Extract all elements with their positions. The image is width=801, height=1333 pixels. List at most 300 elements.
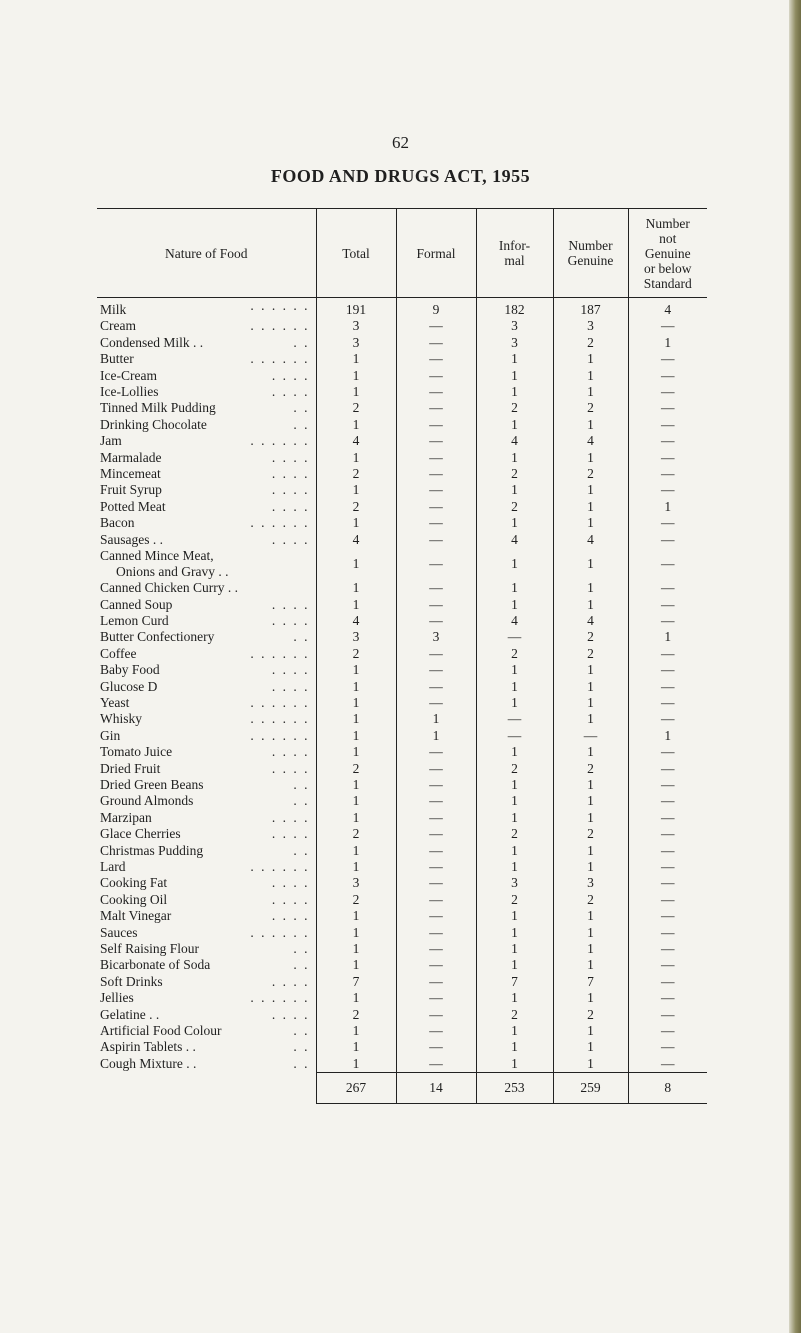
cell-formal: — [396, 744, 476, 760]
food-name: Marzipan [100, 809, 152, 825]
food-name: Cream [100, 318, 136, 334]
cell-genuine: 1 [553, 744, 628, 760]
cell-formal: — [396, 613, 476, 629]
dot-leader: . . . . [271, 531, 310, 547]
food-name: Bicarbonate of Soda [100, 957, 211, 973]
cell-not-genuine: 4 [628, 298, 707, 319]
table-row [97, 318, 707, 334]
cell-informal: 1 [476, 1056, 553, 1073]
cell-formal: — [396, 368, 476, 384]
dot-leader: . . . . [271, 891, 310, 907]
cell-informal: 3 [476, 335, 553, 351]
cell-not-genuine: — [628, 613, 707, 629]
cell-formal: — [396, 925, 476, 941]
food-name: Ground Almonds [100, 793, 194, 809]
cell-total: 2 [316, 892, 396, 908]
food-name: Ice-Lollies [100, 384, 159, 400]
food-name: Yeast [100, 694, 130, 710]
food-name: Cooking Oil [100, 891, 168, 907]
food-name: Glace Cherries [100, 826, 181, 842]
dot-leader: . . . . [271, 678, 310, 694]
dot-leader: . . . . [271, 596, 310, 612]
cell-total: 1 [316, 859, 396, 875]
cell-genuine: 1 [553, 597, 628, 613]
cell-not-genuine: — [628, 1023, 707, 1039]
food-name-cell [97, 1039, 316, 1055]
cell-not-genuine: — [628, 580, 707, 596]
food-name-cell [97, 1056, 316, 1073]
cell-formal: — [396, 761, 476, 777]
cell-not-genuine: — [628, 908, 707, 924]
food-name-cell [97, 1023, 316, 1039]
food-name-cell [97, 335, 316, 351]
totals-total: 267 [316, 1073, 396, 1104]
table-row [97, 1023, 707, 1039]
food-name-cell [97, 826, 316, 842]
cell-not-genuine: — [628, 679, 707, 695]
food-name: Tinned Milk Pudding [100, 400, 216, 416]
cell-genuine: 1 [553, 580, 628, 596]
cell-total: 1 [316, 941, 396, 957]
cell-not-genuine: — [628, 482, 707, 498]
table-row [97, 925, 707, 941]
cell-genuine: 1 [553, 810, 628, 826]
table-row [97, 974, 707, 990]
dot-leader: . . . . [271, 466, 310, 482]
dot-leader: . . [293, 629, 310, 645]
cell-formal: — [396, 662, 476, 678]
cell-genuine: 1 [553, 1023, 628, 1039]
header-total: Total [316, 209, 396, 298]
cell-genuine: 2 [553, 400, 628, 416]
cell-formal: — [396, 875, 476, 891]
cell-total: 4 [316, 532, 396, 548]
cell-not-genuine: — [628, 384, 707, 400]
dot-leader: . . [293, 793, 310, 809]
food-name-cell [97, 859, 316, 875]
food-name: Self Raising Flour [100, 941, 200, 957]
cell-total: 7 [316, 974, 396, 990]
table-header-row [97, 209, 707, 298]
food-name-cell [97, 744, 316, 760]
table-row [97, 826, 707, 842]
food-name-cell [97, 515, 316, 531]
table-row [97, 580, 707, 596]
food-name-cell [97, 974, 316, 990]
cell-genuine: 1 [553, 990, 628, 1006]
food-name-cell [97, 990, 316, 1006]
cell-formal: 3 [396, 629, 476, 645]
food-name: Dried Green Beans [100, 776, 204, 792]
cell-formal: — [396, 597, 476, 613]
food-name: Tomato Juice [100, 744, 173, 760]
cell-genuine: 2 [553, 335, 628, 351]
cell-genuine: 2 [553, 892, 628, 908]
food-name: Soft Drinks [100, 973, 163, 989]
cell-not-genuine: — [628, 548, 707, 580]
dot-leader: . . . . [271, 973, 310, 989]
cell-total: 1 [316, 597, 396, 613]
cell-total: 1 [316, 1056, 396, 1073]
food-name: Glucose D [100, 678, 158, 694]
cell-not-genuine: — [628, 466, 707, 482]
table-row [97, 613, 707, 629]
cell-formal: — [396, 1007, 476, 1023]
food-name: Malt Vinegar [100, 908, 172, 924]
cell-informal: 1 [476, 351, 553, 367]
totals-label-cell [97, 1073, 316, 1104]
food-name: Canned Chicken Curry . . [100, 580, 238, 596]
dot-leader: . . . . . . [250, 727, 310, 743]
cell-genuine: 1 [553, 941, 628, 957]
cell-formal: — [396, 548, 476, 580]
cell-informal: 1 [476, 384, 553, 400]
cell-not-genuine: — [628, 450, 707, 466]
cell-total: 3 [316, 875, 396, 891]
cell-total: 1 [316, 908, 396, 924]
dot-leader: . . . . [271, 612, 310, 628]
cell-formal: — [396, 499, 476, 515]
cell-informal: 1 [476, 1039, 553, 1055]
dot-leader: . . . . [271, 744, 310, 760]
cell-not-genuine: — [628, 433, 707, 449]
cell-total: 1 [316, 695, 396, 711]
header-informal: Infor- mal [476, 209, 553, 298]
table-row [97, 1007, 707, 1023]
food-name: Aspirin Tablets . . [100, 1039, 196, 1055]
cell-total: 1 [316, 711, 396, 727]
cell-formal: 9 [396, 298, 476, 319]
cell-informal: 1 [476, 417, 553, 433]
food-name: Christmas Pudding [100, 842, 204, 858]
dot-leader: . . . . . . [250, 318, 310, 334]
food-name-cell [97, 1007, 316, 1023]
totals-row [97, 1073, 707, 1104]
table-row [97, 793, 707, 809]
cell-formal: — [396, 826, 476, 842]
cell-not-genuine: — [628, 368, 707, 384]
cell-total: 1 [316, 810, 396, 826]
cell-genuine: 1 [553, 499, 628, 515]
dot-leader: . . [293, 416, 310, 432]
cell-informal: 1 [476, 368, 553, 384]
cell-not-genuine: 1 [628, 728, 707, 744]
cell-total: 1 [316, 450, 396, 466]
cell-informal: 1 [476, 482, 553, 498]
cell-genuine: 1 [553, 515, 628, 531]
cell-genuine: 7 [553, 974, 628, 990]
cell-formal: — [396, 335, 476, 351]
cell-total: 1 [316, 662, 396, 678]
cell-formal: — [396, 580, 476, 596]
food-name-cell [97, 597, 316, 613]
cell-informal: 1 [476, 695, 553, 711]
cell-informal: 3 [476, 318, 553, 334]
food-name: Cooking Fat [100, 875, 168, 891]
food-name-cell [97, 662, 316, 678]
table-row [97, 662, 707, 678]
food-name: Butter Confectionery [100, 629, 215, 645]
cell-total: 1 [316, 990, 396, 1006]
header-nature-of-food: Nature of Food [97, 209, 316, 298]
cell-formal: — [396, 400, 476, 416]
food-name-cell [97, 368, 316, 384]
cell-total: 1 [316, 384, 396, 400]
cell-informal: 2 [476, 646, 553, 662]
cell-informal: 1 [476, 548, 553, 580]
dot-leader: . . . . . . [250, 298, 310, 313]
cell-total: 1 [316, 351, 396, 367]
cell-formal: — [396, 974, 476, 990]
cell-not-genuine: — [628, 711, 707, 727]
cell-not-genuine: — [628, 351, 707, 367]
dot-leader: . . . . [271, 760, 310, 776]
dot-leader: . . . . [271, 908, 310, 924]
cell-not-genuine: 1 [628, 629, 707, 645]
table-row [97, 957, 707, 973]
cell-formal: — [396, 318, 476, 334]
food-samples-table [97, 208, 707, 1104]
table-row [97, 761, 707, 777]
cell-total: 1 [316, 777, 396, 793]
table-row [97, 368, 707, 384]
table-row [97, 728, 707, 744]
cell-not-genuine: — [628, 892, 707, 908]
cell-genuine: 1 [553, 351, 628, 367]
food-name-cell [97, 450, 316, 466]
cell-informal: 1 [476, 597, 553, 613]
dot-leader: . . . . [271, 826, 310, 842]
table-row [97, 597, 707, 613]
cell-genuine: 2 [553, 466, 628, 482]
table-row [97, 450, 707, 466]
cell-genuine: 1 [553, 679, 628, 695]
dot-leader: . . [293, 334, 310, 350]
table-row [97, 679, 707, 695]
table-row [97, 1039, 707, 1055]
cell-informal: 1 [476, 450, 553, 466]
food-name: Marmalade [100, 449, 162, 465]
dot-leader: . . [293, 842, 310, 858]
table-row [97, 892, 707, 908]
table-row [97, 400, 707, 416]
table-row [97, 335, 707, 351]
table-row [97, 908, 707, 924]
cell-informal: 1 [476, 957, 553, 973]
table-row [97, 646, 707, 662]
cell-total: 1 [316, 793, 396, 809]
cell-informal: 1 [476, 515, 553, 531]
food-name: Canned Mince Meat, [100, 548, 214, 564]
food-name: Jellies [100, 990, 134, 1006]
dot-leader: . . . . [271, 875, 310, 891]
food-name-cell [97, 499, 316, 515]
cell-not-genuine: — [628, 974, 707, 990]
food-name-cell [97, 941, 316, 957]
cell-informal: 3 [476, 875, 553, 891]
food-name-cell [97, 875, 316, 891]
food-name-cell [97, 629, 316, 645]
cell-genuine: 1 [553, 695, 628, 711]
table-row [97, 711, 707, 727]
dot-leader: . . [293, 941, 310, 957]
food-name-cell [97, 613, 316, 629]
cell-genuine: 1 [553, 711, 628, 727]
cell-informal: 1 [476, 908, 553, 924]
cell-formal: — [396, 466, 476, 482]
cell-genuine: 1 [553, 482, 628, 498]
food-samples-table-container [97, 208, 692, 1104]
cell-total: 2 [316, 826, 396, 842]
cell-not-genuine: — [628, 597, 707, 613]
food-name: Lard [100, 859, 126, 874]
dot-leader: . . [293, 400, 310, 416]
cell-informal: 2 [476, 892, 553, 908]
cell-formal: — [396, 843, 476, 859]
dot-leader: . . . . [271, 662, 310, 678]
cell-informal: 2 [476, 761, 553, 777]
cell-formal: — [396, 859, 476, 875]
food-name-cell [97, 318, 316, 334]
food-name-cell [97, 695, 316, 711]
cell-total: 3 [316, 629, 396, 645]
cell-formal: — [396, 793, 476, 809]
food-name-cell [97, 384, 316, 400]
cell-not-genuine: — [628, 318, 707, 334]
food-name-cell [97, 466, 316, 482]
cell-genuine: 4 [553, 532, 628, 548]
dot-leader: . . . . . . [250, 515, 310, 531]
cell-informal: 1 [476, 859, 553, 875]
cell-informal: 1 [476, 843, 553, 859]
cell-total: 3 [316, 318, 396, 334]
table-row [97, 298, 707, 319]
cell-formal: — [396, 810, 476, 826]
cell-informal: 1 [476, 777, 553, 793]
cell-total: 4 [316, 433, 396, 449]
food-name: Sauces [100, 924, 138, 940]
cell-formal: — [396, 777, 476, 793]
cell-not-genuine: 1 [628, 335, 707, 351]
food-name: Baby Food [100, 662, 160, 678]
food-name: Jam [100, 433, 122, 449]
table-row [97, 629, 707, 645]
food-name: Cough Mixture . . [100, 1056, 197, 1072]
cell-formal: — [396, 384, 476, 400]
food-name: Canned Soup [100, 596, 173, 612]
cell-not-genuine: — [628, 875, 707, 891]
cell-not-genuine: — [628, 761, 707, 777]
cell-informal: 1 [476, 793, 553, 809]
food-name-cell [97, 711, 316, 727]
cell-genuine: 1 [553, 368, 628, 384]
cell-genuine: 3 [553, 318, 628, 334]
cell-not-genuine: — [628, 859, 707, 875]
cell-genuine: 1 [553, 793, 628, 809]
table-body [97, 298, 707, 1073]
food-name: Sausages . . [100, 531, 163, 547]
food-name-cell [97, 532, 316, 548]
totals-not-genuine: 8 [628, 1073, 707, 1104]
cell-total: 1 [316, 368, 396, 384]
cell-total: 1 [316, 482, 396, 498]
cell-genuine: 1 [553, 1039, 628, 1055]
cell-genuine: 4 [553, 613, 628, 629]
food-name: Drinking Chocolate [100, 416, 207, 432]
cell-formal: — [396, 679, 476, 695]
cell-formal: — [396, 695, 476, 711]
table-row [97, 695, 707, 711]
cell-genuine: — [553, 728, 628, 744]
totals-genuine: 259 [553, 1073, 628, 1104]
cell-formal: 1 [396, 728, 476, 744]
cell-total: 2 [316, 646, 396, 662]
food-name-cell [97, 679, 316, 695]
food-name-cell [97, 793, 316, 809]
table-row [97, 384, 707, 400]
cell-genuine: 2 [553, 1007, 628, 1023]
cell-not-genuine: — [628, 400, 707, 416]
cell-informal: — [476, 629, 553, 645]
cell-total: 1 [316, 925, 396, 941]
cell-genuine: 1 [553, 777, 628, 793]
food-name-cell [97, 925, 316, 941]
cell-informal: 2 [476, 499, 553, 515]
cell-not-genuine: — [628, 957, 707, 973]
cell-informal: 2 [476, 466, 553, 482]
cell-total: 1 [316, 417, 396, 433]
food-name: Milk [100, 302, 127, 317]
food-name: Potted Meat [100, 498, 166, 514]
cell-formal: 1 [396, 711, 476, 727]
cell-not-genuine: — [628, 843, 707, 859]
cell-formal: — [396, 1039, 476, 1055]
cell-informal: 182 [476, 298, 553, 319]
table-row [97, 466, 707, 482]
cell-informal: 4 [476, 613, 553, 629]
cell-not-genuine: — [628, 1007, 707, 1023]
cell-genuine: 2 [553, 826, 628, 842]
cell-genuine: 1 [553, 548, 628, 580]
cell-genuine: 1 [553, 957, 628, 973]
food-name-cell [97, 908, 316, 924]
cell-not-genuine: — [628, 662, 707, 678]
cell-not-genuine: — [628, 793, 707, 809]
cell-total: 2 [316, 499, 396, 515]
cell-genuine: 1 [553, 450, 628, 466]
food-name-cell [97, 810, 316, 826]
cell-genuine: 2 [553, 646, 628, 662]
food-name-cell [97, 400, 316, 416]
cell-formal: — [396, 990, 476, 1006]
page-edge-shadow [789, 0, 801, 1333]
cell-formal: — [396, 1056, 476, 1073]
page-number: 62 [392, 133, 409, 152]
cell-formal: — [396, 515, 476, 531]
dot-leader: . . . . [271, 384, 310, 400]
dot-leader: . . [293, 1039, 310, 1055]
cell-informal: 1 [476, 925, 553, 941]
table-row [97, 499, 707, 515]
cell-not-genuine: — [628, 810, 707, 826]
dot-leader: . . . . . . [250, 351, 310, 367]
food-name-cell [97, 417, 316, 433]
cell-formal: — [396, 351, 476, 367]
food-name-cell [97, 482, 316, 498]
table-row [97, 843, 707, 859]
dot-leader: . . . . . . [250, 711, 310, 727]
cell-total: 1 [316, 728, 396, 744]
